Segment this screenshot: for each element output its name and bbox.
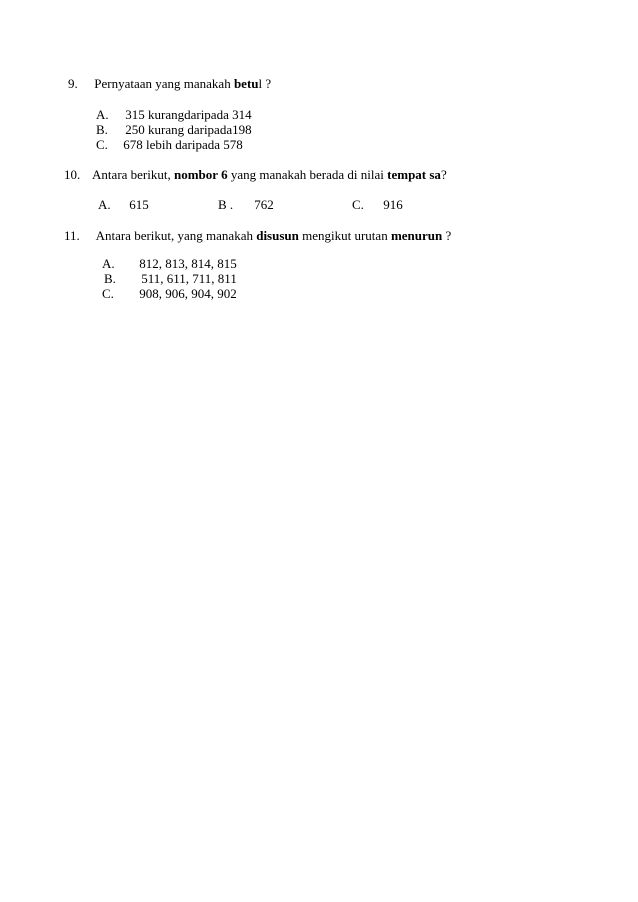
question-11-option-c <box>102 286 237 302</box>
option-text: 762 <box>254 197 274 212</box>
option-letter: A. <box>98 197 111 212</box>
question-11 <box>64 228 451 244</box>
question-bold-text: tempat sa <box>387 167 441 182</box>
question-text: ? <box>440 167 447 182</box>
question-9-option-b <box>96 122 252 138</box>
question-10-option-b <box>218 197 274 213</box>
question-text: Antara berikut, yang manakah <box>95 228 257 243</box>
question-9-option-c <box>96 137 243 153</box>
question-text: l ? <box>258 76 272 91</box>
question-bold-text: disusun <box>256 228 299 243</box>
option-letter: C. <box>102 286 114 301</box>
question-bold-text: betu <box>233 76 259 91</box>
question-10-option-c <box>352 197 403 213</box>
option-letter: C. <box>352 197 364 212</box>
option-text: 615 <box>129 197 149 212</box>
question-text: Pernyataan yang manakah <box>94 76 234 91</box>
question-number: 9. <box>68 76 78 91</box>
option-text: 916 <box>383 197 403 212</box>
question-10 <box>64 167 447 183</box>
question-number: 10. <box>64 167 81 182</box>
question-text: Antara berikut, <box>92 167 174 182</box>
option-text: 250 kurang daripada198 <box>125 122 252 137</box>
question-bold-text: menurun <box>390 228 443 243</box>
option-text: 315 kurangdaripada 314 <box>125 107 252 122</box>
question-9-option-a <box>96 107 252 123</box>
option-letter: B. <box>96 122 108 137</box>
question-9 <box>68 76 271 92</box>
question-bold-text: nombor 6 <box>174 167 228 182</box>
question-text: mengikut urutan <box>298 228 391 243</box>
option-text: 678 lebih daripada 578 <box>123 137 243 152</box>
option-text: 908, 906, 904, 902 <box>139 286 237 301</box>
option-letter: B . <box>218 197 234 212</box>
option-letter: B. <box>104 271 116 286</box>
question-10-option-a <box>98 197 149 213</box>
question-11-option-a <box>102 256 237 272</box>
question-text: yang manakah berada di nilai <box>227 167 388 182</box>
question-number: 11. <box>64 228 80 243</box>
option-letter: A. <box>102 256 115 271</box>
option-letter: C. <box>96 137 108 152</box>
question-text: ? <box>442 228 452 243</box>
option-text: 511, 611, 711, 811 <box>141 271 237 286</box>
option-text: 812, 813, 814, 815 <box>139 256 237 271</box>
question-11-option-b <box>104 271 237 287</box>
option-letter: A. <box>96 107 109 122</box>
